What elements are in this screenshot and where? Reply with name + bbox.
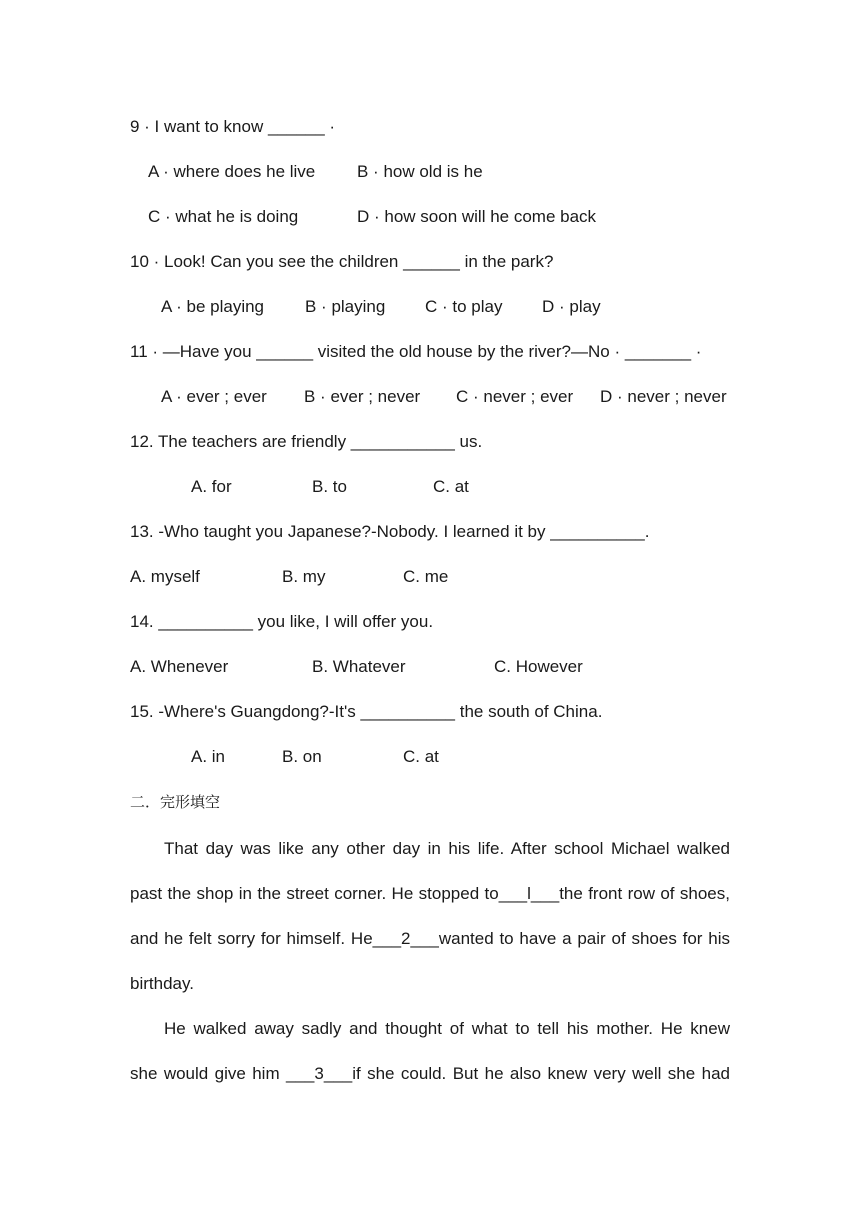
question-13-option-c: C. me	[403, 567, 449, 586]
question-9-stem: 9 · I want to know ______ ·	[130, 117, 336, 136]
question-13-option-b: B. my	[282, 567, 326, 586]
question-13-option-a: A. myself	[130, 567, 200, 586]
question-10-option-a: A · be playing	[161, 297, 265, 316]
question-10-option-c: C · to play	[425, 297, 503, 316]
question-11-option-a: A · ever ; ever	[161, 387, 267, 406]
question-14-option-c: C. However	[494, 657, 583, 676]
question-12-option-b: B. to	[312, 477, 347, 496]
passage-paragraph-2	[130, 1006, 730, 1096]
question-14-option-b: B. Whatever	[312, 657, 406, 676]
question-15-option-b: B. on	[282, 747, 322, 766]
passage-line: He walked away sadly and thought of what to tell his mother. He knew	[164, 1019, 730, 1038]
question-14-option-a: A. Whenever	[130, 657, 229, 676]
passage-line: birthday.	[130, 974, 194, 993]
question-9-option-a: A · where does he live	[148, 162, 316, 181]
question-12-option-a: A. for	[191, 477, 232, 496]
passage-line: she would give him ___3___if she could. But he also knew very well she had	[130, 1064, 730, 1083]
passage-line: and he felt sorry for himself. He___2___wanted to have a pair of shoes for his	[130, 929, 730, 948]
question-11-option-c: C · never ; ever	[456, 387, 574, 406]
question-11-option-b: B · ever ; never	[304, 387, 421, 406]
question-10-option-d: D · play	[542, 297, 601, 316]
question-12-stem: 12. The teachers are friendly ___________ us.	[130, 432, 483, 451]
question-14-stem: 14. __________ you like, I will offer you.	[130, 612, 434, 631]
passage-line: That day was like any other day in his life. After school Michael walked	[164, 839, 730, 858]
question-9-option-b: B · how old is he	[357, 162, 483, 181]
question-9-option-d: D · how soon will he come back	[357, 207, 597, 226]
passage-line: past the shop in the street corner. He stopped to___l___the front row of shoes,	[130, 884, 730, 903]
question-15-option-c: C. at	[403, 747, 439, 766]
question-13-stem: 13. -Who taught you Japanese?-Nobody. I learned it by __________.	[130, 522, 650, 541]
passage-paragraph-1	[130, 826, 730, 1006]
question-15-option-a: A. in	[191, 747, 226, 766]
question-15-stem: 15. -Where's Guangdong?-It's __________ the south of China.	[130, 702, 603, 721]
question-10-stem: 10 · Look! Can you see the children ______ in the park?	[130, 252, 554, 271]
question-10-option-b: B · playing	[305, 297, 386, 316]
question-9-option-c: C · what he is doing	[148, 207, 299, 226]
question-11-stem: 11 · —Have you ______ visited the old house by the river?—No · _______ ·	[130, 342, 702, 361]
section-title: 二．完形填空	[130, 794, 221, 811]
question-12-option-c: C. at	[433, 477, 469, 496]
question-11-option-d: D · never ; never	[600, 387, 727, 406]
